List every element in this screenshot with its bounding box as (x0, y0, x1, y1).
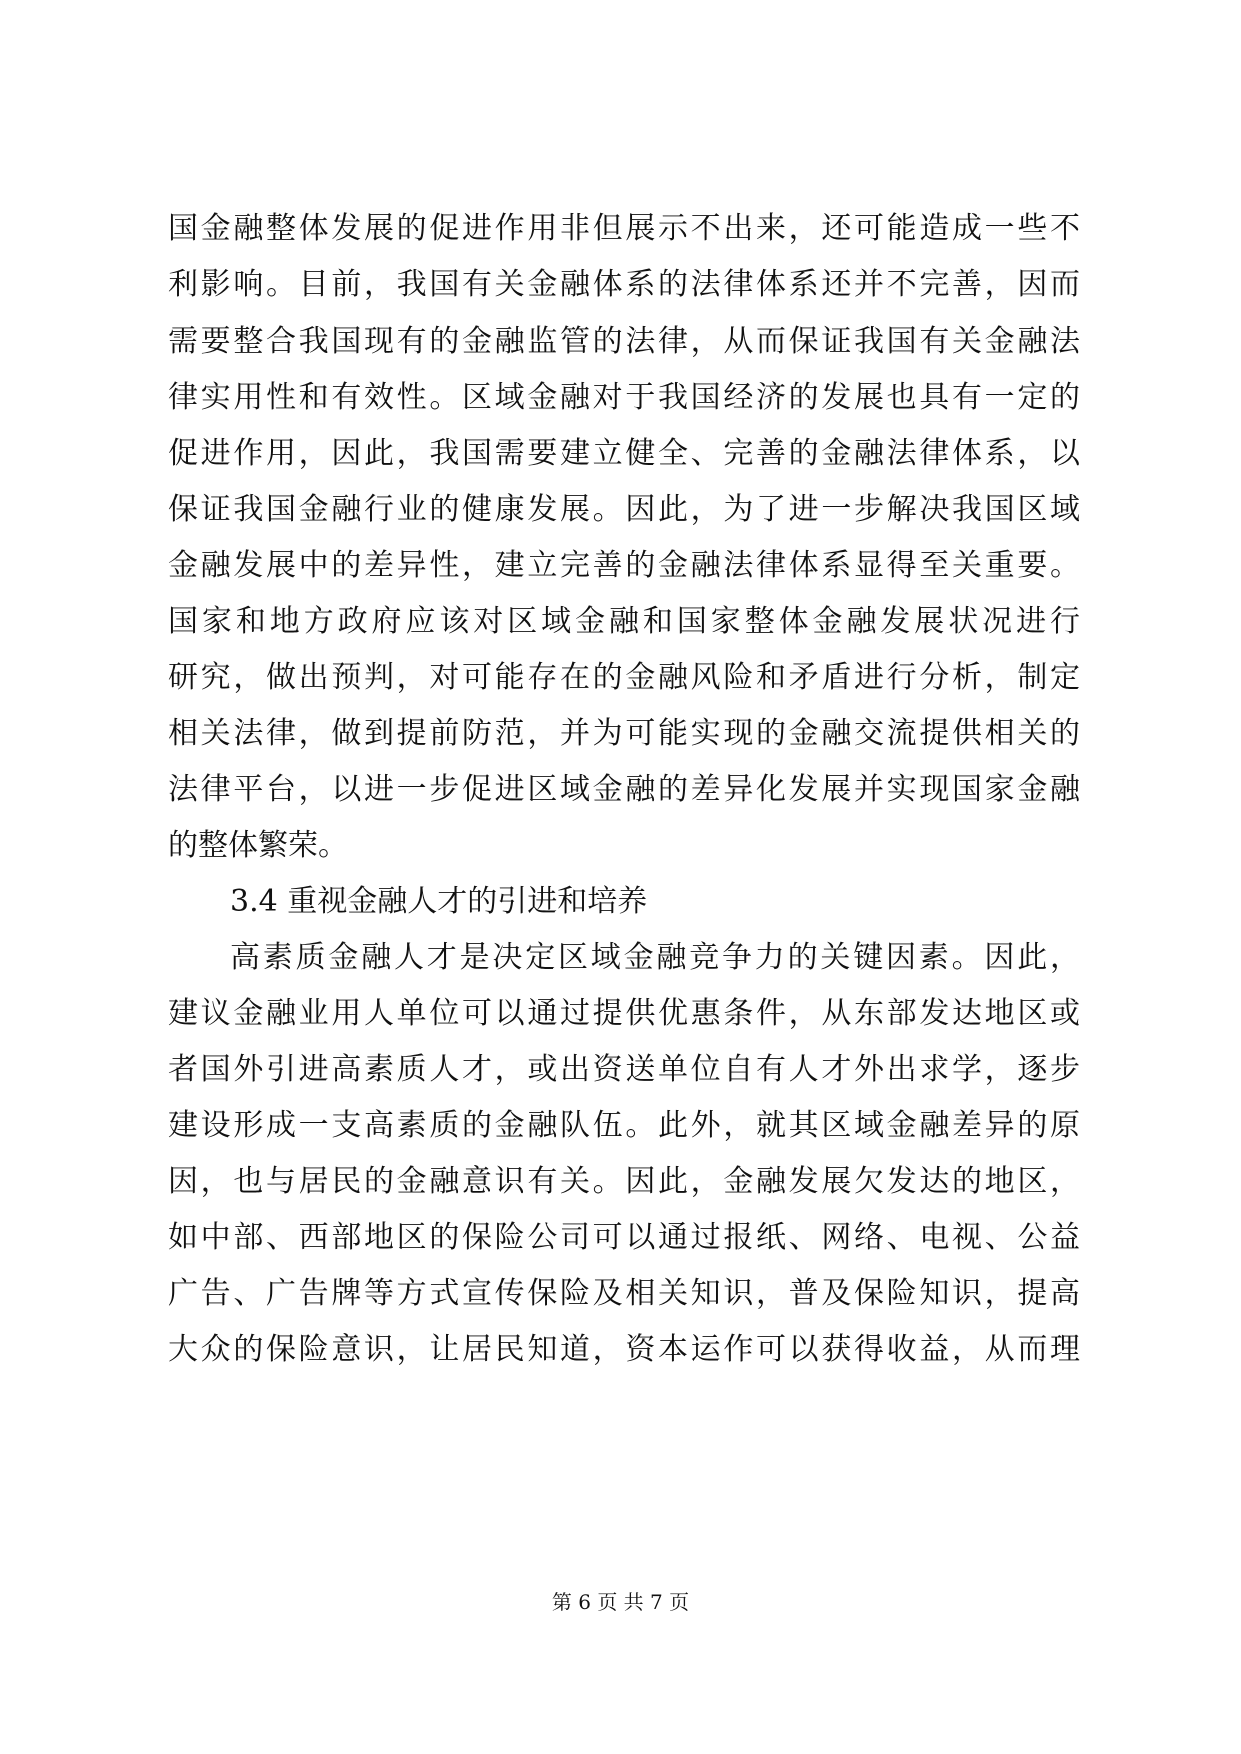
text-line-17: 建设形成一支高素质的金融队伍。此外，就其区域金融差异的原 (168, 1108, 1080, 1143)
section-heading: 3.4 重视金融人才的引进和培养 (230, 884, 648, 919)
text-line-5: 促进作用，因此，我国需要建立健全、完善的金融法律体系，以 (168, 436, 1080, 471)
text-line-18: 因，也与居民的金融意识有关。因此，金融发展欠发达的地区， (168, 1164, 1080, 1199)
text-line-20: 广告、广告牌等方式宣传保险及相关知识，普及保险知识，提高 (168, 1276, 1080, 1311)
text-line-9: 研究，做出预判，对可能存在的金融风险和矛盾进行分析，制定 (168, 660, 1080, 695)
text-line-14: 高素质金融人才是决定区域金融竞争力的关键因素。因此， (230, 940, 1080, 975)
text-line-3: 需要整合我国现有的金融监管的法律，从而保证我国有关金融法 (168, 324, 1080, 359)
text-line-11: 法律平台，以进一步促进区域金融的差异化发展并实现国家金融 (168, 772, 1080, 807)
text-line-12: 的整体繁荣。 (168, 828, 348, 863)
text-line-2: 利影响。目前，我国有关金融体系的法律体系还并不完善，因而 (168, 267, 1080, 302)
page-footer: 第 6 页 共 7 页 (551, 1590, 690, 1614)
text-line-7: 金融发展中的差异性，建立完善的金融法律体系显得至关重要。 (168, 548, 1080, 583)
text-line-19: 如中部、西部地区的保险公司可以通过报纸、网络、电视、公益 (168, 1220, 1080, 1255)
text-line-10: 相关法律，做到提前防范，并为可能实现的金融交流提供相关的 (168, 716, 1080, 751)
text-line-21: 大众的保险意识，让居民知道，资本运作可以获得收益，从而理 (168, 1332, 1080, 1367)
text-line-6: 保证我国金融行业的健康发展。因此，为了进一步解决我国区域 (168, 492, 1080, 527)
text-line-8: 国家和地方政府应该对区域金融和国家整体金融发展状况进行 (168, 604, 1080, 639)
text-line-4: 律实用性和有效性。区域金融对于我国经济的发展也具有一定的 (168, 380, 1080, 415)
text-line-16: 者国外引进高素质人才，或出资送单位自有人才外出求学，逐步 (168, 1052, 1080, 1087)
text-line-15: 建议金融业用人单位可以通过提供优惠条件，从东部发达地区或 (168, 996, 1080, 1031)
text-line-1: 国金融整体发展的促进作用非但展示不出来，还可能造成一些不 (168, 211, 1080, 246)
